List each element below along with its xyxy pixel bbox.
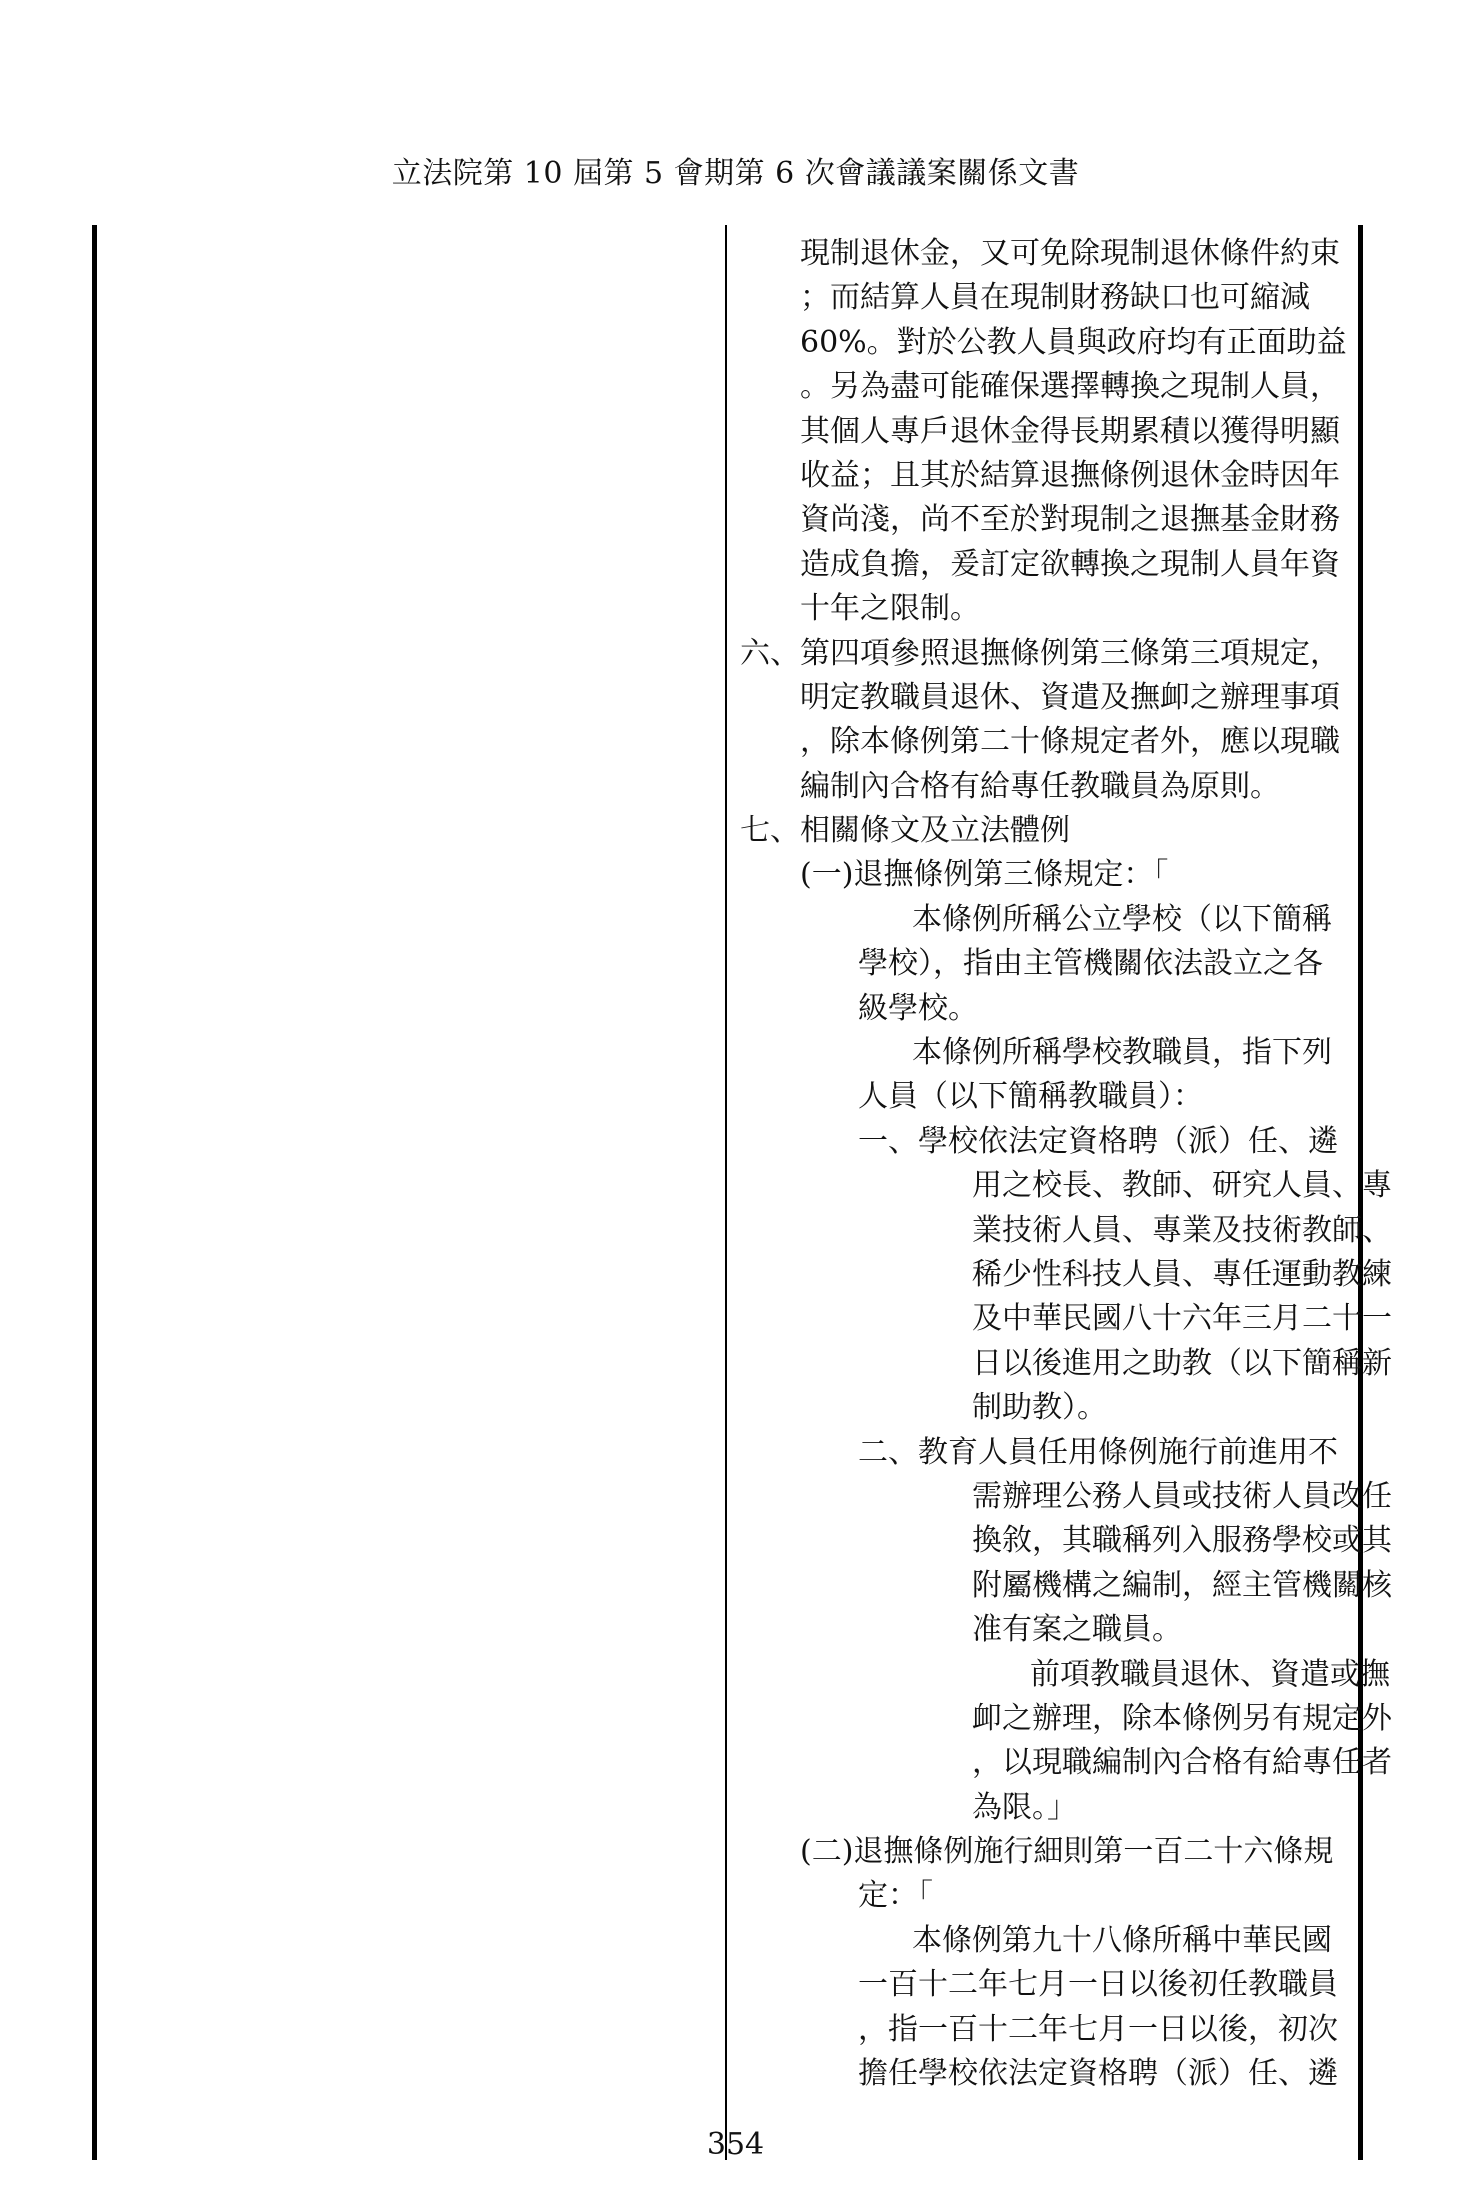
text-line: 業技術人員、專業及技術教師、 — [972, 1212, 1392, 1248]
text-line: 附屬機構之編制，經主管機關核 — [972, 1567, 1392, 1603]
explanation-column — [740, 232, 1392, 2096]
text-line: 定：「 — [858, 1878, 933, 1914]
text-line: 用之校長、教師、研究人員、專 — [972, 1168, 1392, 1204]
document-header: 立法院第 10 屆第 5 會期第 6 次會議議案關係文書 — [391, 156, 1080, 191]
text-line: 人員（以下簡稱教職員）： — [858, 1079, 1203, 1115]
text-line: ，指一百十二年七月一日以後，初次 — [858, 2011, 1338, 2047]
text-line: 資尚淺，尚不至於對現制之退撫基金財務 — [800, 502, 1340, 538]
text-line: 卹之辦理，除本條例另有規定外 — [972, 1700, 1392, 1736]
text-line: 需辦理公務人員或技術人員改任 — [972, 1478, 1392, 1514]
text-line: 制助教）。 — [972, 1390, 1107, 1426]
text-line: 級學校。 — [858, 990, 978, 1026]
text-line: 其個人專戶退休金得長期累積以獲得明顯 — [800, 413, 1340, 449]
text-line: 十年之限制。 — [800, 591, 980, 627]
text-line: 換敘，其職稱列入服務學校或其 — [972, 1523, 1392, 1559]
text-line: (一)退撫條例第三條規定：「 — [800, 857, 1169, 893]
text-line: 稀少性科技人員、專任運動教練 — [972, 1256, 1392, 1292]
text-line: 一百十二年七月一日以後初任教職員 — [858, 1967, 1338, 2003]
text-line: 現制退休金，又可免除現制退休條件約束 — [800, 236, 1340, 271]
column-divider-rule — [725, 225, 727, 2160]
text-line: 前項教職員退休、資遣或撫 — [1030, 1656, 1390, 1692]
page-number: 354 — [706, 2127, 765, 2162]
text-line: 一、學校依法定資格聘（派）任、遴 — [858, 1123, 1338, 1159]
text-line: (二)退撫條例施行細則第一百二十六條規 — [800, 1834, 1334, 1870]
text-line: 學校），指由主管機關依法設立之各 — [858, 946, 1323, 982]
text-line: 及中華民國八十六年三月二十一 — [972, 1301, 1392, 1337]
text-line: 擔任學校依法定資格聘（派）任、遴 — [858, 2056, 1338, 2092]
text-line: 六、第四項參照退撫條例第三條第三項規定， — [740, 635, 1340, 671]
text-line: ；而結算人員在現制財務缺口也可縮減 — [800, 280, 1310, 316]
text-line: ，以現職編制內合格有給專任者 — [972, 1745, 1392, 1781]
text-line: 為限。」 — [972, 1789, 1077, 1825]
left-border-rule — [92, 225, 97, 2160]
text-line: 七、相關條文及立法體例 — [740, 813, 1070, 849]
text-line: 本條例所稱公立學校（以下簡稱 — [912, 901, 1332, 937]
text-line: ，除本條例第二十條規定者外，應以現職 — [800, 724, 1340, 760]
text-line: 60%。對於公教人員與政府均有正面助益 — [800, 324, 1347, 360]
text-line: 日以後進用之助教（以下簡稱新 — [972, 1345, 1392, 1381]
text-line: 收益；且其於結算退撫條例退休金時因年 — [800, 457, 1340, 493]
text-line: 明定教職員退休、資遣及撫卹之辦理事項 — [800, 679, 1340, 715]
text-line: 本條例所稱學校教職員，指下列 — [912, 1035, 1332, 1071]
text-line: 。另為盡可能確保選擇轉換之現制人員， — [800, 369, 1340, 405]
text-line: 准有案之職員。 — [972, 1612, 1182, 1648]
text-line: 二、教育人員任用條例施行前進用不 — [858, 1434, 1338, 1470]
text-line: 造成負擔，爰訂定欲轉換之現制人員年資 — [800, 546, 1340, 582]
text-line: 編制內合格有給專任教職員為原則。 — [800, 768, 1280, 804]
text-line: 本條例第九十八條所稱中華民國 — [912, 1922, 1332, 1958]
